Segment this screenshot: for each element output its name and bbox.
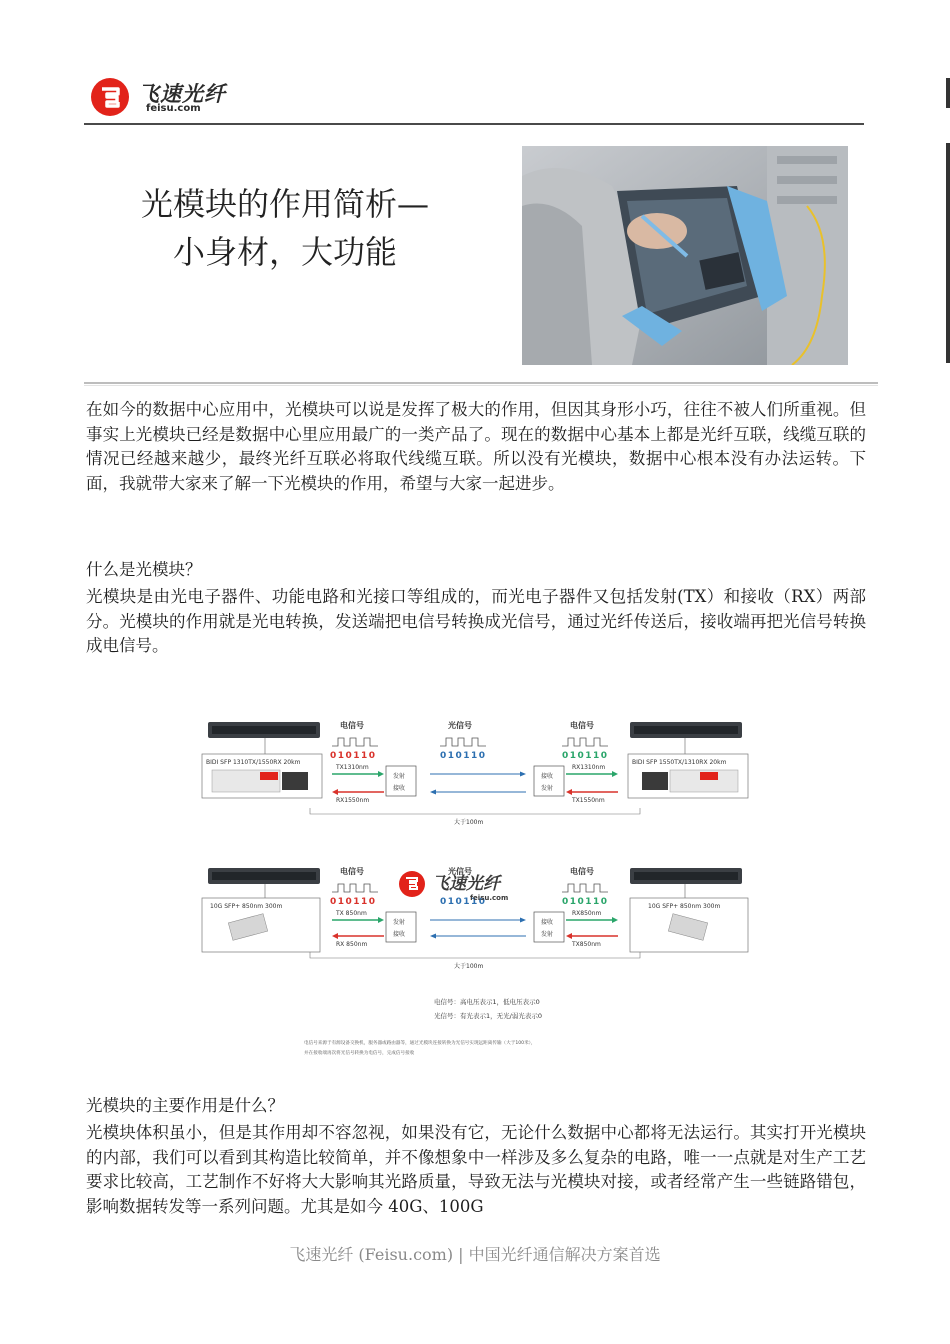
top-elec-label-left: 电信号: [340, 721, 364, 730]
page-title-line1: 光模块的作用简析—: [140, 185, 429, 223]
edge-marker: [946, 78, 950, 108]
top-rx-right: RX1310nm: [572, 764, 606, 771]
bottom-rx-left: RX 850nm: [336, 941, 368, 948]
bottom-bits-left: 010110: [330, 897, 377, 907]
diagram-bottom-row: [202, 866, 748, 970]
legend-opt: 光信号：有光表示1，无光/弱光表示0: [434, 1012, 542, 1020]
bottom-bits-mid: 010110: [440, 897, 487, 907]
top-bits-right: 010110: [562, 751, 609, 761]
logo-text-cn: 飞速光纤: [138, 82, 226, 106]
bottom-tx-right: TX850nm: [572, 941, 601, 948]
top-box-left-send: 发射: [393, 773, 406, 780]
page-footer: 飞速光纤 (Feisu.com) | 中国光纤通信解决方案首选: [289, 1245, 661, 1264]
bottom-bits-right: 010110: [562, 897, 609, 907]
hero-photo: [522, 146, 848, 365]
intro-paragraph: 在如今的数据中心应用中，光模块可以说是发挥了极大的作用，但因其身形小巧，往往不被人们所重视。但事实上光模块已经是数据中心里应用最广的一类产品了。现在的数据中心基本上都是光纤互联，线缆互联的情况已经越来越少，最终光纤互联必将取代线缆互联。所以没有光模块，数据中心根本没有办法运转。下面，我就带大家来了解一下光模块的作用，希望与大家一起进步。: [86, 400, 866, 494]
bottom-tx-left: TX 850nm: [336, 910, 367, 917]
bottom-opt-label: 光信号: [448, 867, 472, 876]
logo-text-en: feisu.com: [146, 103, 201, 114]
bottom-box-left-recv: 接收: [393, 931, 406, 938]
bottom-left-module-label: 10G SFP+ 850nm 300m: [210, 903, 283, 910]
feisu-logo-icon: [90, 77, 130, 117]
bottom-box-left-send: 发射: [393, 919, 406, 926]
header-divider: [84, 123, 864, 125]
watermark-logo-en: feisu.com: [470, 894, 509, 902]
top-opt-label: 光信号: [448, 721, 472, 730]
top-rx-left: RX1550nm: [336, 797, 370, 804]
page-title-line2: 小身材，大功能: [172, 233, 397, 271]
hero-divider: [84, 382, 878, 384]
bottom-elec-label-right: 电信号: [570, 867, 594, 876]
top-bits-left: 010110: [330, 751, 377, 761]
top-left-module-label: BIDI SFP 1310TX/1550RX 20km: [206, 759, 301, 766]
bottom-rx-right: RX850nm: [572, 910, 602, 917]
diagram-note-2: 并在接收端再次将光信号转换为电信号，完成信号接收: [304, 1051, 415, 1056]
legend-elec: 电信号：高电压表示1，低电压表示0: [434, 998, 540, 1006]
top-right-module-label: BIDI SFP 1550TX/1310RX 20km: [632, 759, 727, 766]
top-tx-right: TX1550nm: [572, 797, 605, 804]
section-body-what: 光模块是由光电子器件、功能电路和光接口等组成的，而光电子器件又包括发射(TX）和接收（RX）两部分。光模块的作用就是光电转换，发送端把电信号转换成光信号，通过光纤传送后，接收端再把光信号转换成电信号。: [86, 587, 866, 656]
top-tx-left: TX1310nm: [336, 764, 369, 771]
bottom-elec-label-left: 电信号: [340, 867, 364, 876]
diagram-top-row: [202, 720, 748, 826]
top-box-right-recv: 接收: [541, 773, 554, 780]
top-box-left-recv: 接收: [393, 785, 406, 792]
section-heading-what: 什么是光模块？: [86, 560, 202, 579]
bottom-distance: 大于100m: [454, 963, 484, 970]
watermark-logo-cn: 飞速光纤: [432, 874, 500, 894]
top-distance: 大于100m: [454, 819, 484, 826]
bottom-box-right-send: 发射: [541, 931, 554, 938]
top-elec-label-right: 电信号: [570, 721, 594, 730]
hero-divider-shadow: [84, 385, 878, 386]
optical-module-diagram: [200, 712, 750, 1062]
edge-marker: [946, 143, 950, 363]
bottom-right-module-label: 10G SFP+ 850nm 300m: [648, 903, 721, 910]
diagram-note-1: 电信号来源于有源设备交换机，服务器或路由器等，通过光模块连接转换为光信号实现远距离传输（大于100米），: [304, 1041, 536, 1046]
bottom-box-right-recv: 接收: [541, 919, 554, 926]
section-body-role: 光模块体积虽小，但是其作用却不容忽视，如果没有它，无论什么数据中心都将无法运行。其实打开光模块的内部，我们可以看到其构造比较简单，并不像想象中一样涉及多么复杂的电路，唯一一点就是对生产工艺要求比较高，工艺制作不好将大大影响其光路质量，导致无法与光模块对接，或者经常产生一些链路错包，影响数据转发等一系列问题。尤其是如今 40G、100G: [86, 1123, 866, 1217]
top-box-right-send: 发射: [541, 785, 554, 792]
section-heading-role: 光模块的主要作用是什么？: [86, 1096, 284, 1115]
top-bits-mid: 010110: [440, 751, 487, 761]
